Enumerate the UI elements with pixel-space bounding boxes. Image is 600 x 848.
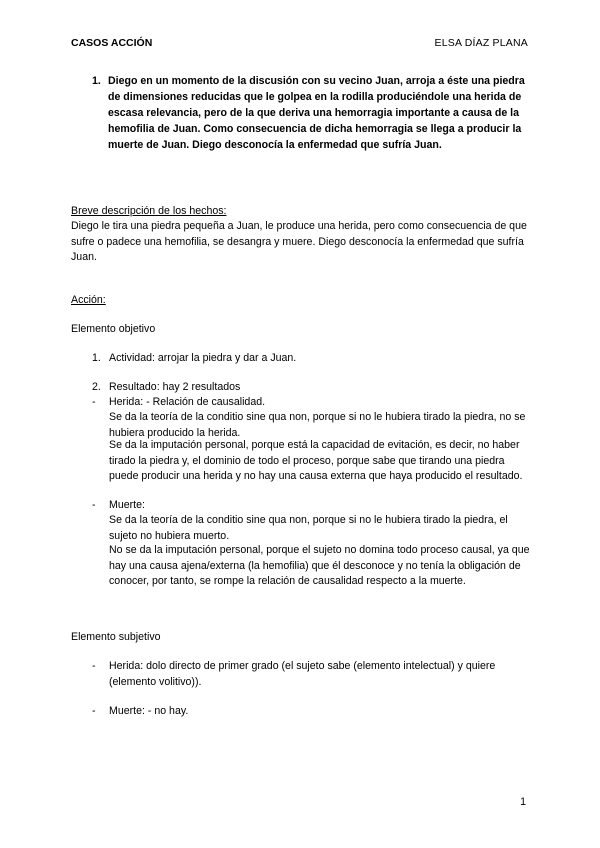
case-text: Diego en un momento de la discusión con su vecino Juan, arroja a éste una piedra de dimensiones reducidas que le golpea en la rodilla produciéndole una herida de escasa relevancia, pero de la que deriva una hemorragia importante a causa de la hemofilia de Juan. Como consecuencia de dicha hemorragia se llega a producir la muerte de Juan. Diego desconocía la enfermedad que sufría Juan. xyxy=(108,75,525,151)
case-number: 1. xyxy=(92,75,101,87)
brief-title: Breve descripción de los hechos: xyxy=(71,205,227,217)
muerte-heading: Muerte: xyxy=(109,499,145,511)
item-result: Resultado: hay 2 resultados xyxy=(109,381,241,393)
item-number-2: 2. xyxy=(92,381,101,393)
objective-title: Elemento objetivo xyxy=(71,323,156,335)
dash-subj-muerte: - xyxy=(92,705,96,717)
subjective-muerte: Muerte: - no hay. xyxy=(109,705,189,717)
item-number-1: 1. xyxy=(92,352,101,364)
case-statement xyxy=(92,73,532,153)
header-title: CASOS ACCIÓN xyxy=(71,37,153,49)
subjective-herida: Herida: dolo directo de primer grado (el sujeto sabe (elemento intelectual) y quiere (elemento volitivo)). xyxy=(109,660,496,688)
page-number: 1 xyxy=(520,796,526,808)
accion-title: Acción: xyxy=(71,294,106,306)
item-activity: Actividad: arrojar la piedra y dar a Juan. xyxy=(109,352,297,364)
muerte-paragraph-1: Se da la teoría de la conditio sine qua non, porque si no le hubiera tirado la piedra, el sujeto no hubiera muerto. xyxy=(109,514,508,542)
muerte-paragraph-2: No se da la imputación personal, porque el sujeto no domina todo proceso causal, ya que hay una causa ajena/externa (la hemofilia) que él desconoce y no tenía la obligación de conocer, por tanto, se rompe la relación de causalidad respecto a la muerte. xyxy=(109,544,530,587)
brief-text: Diego le tira una piedra pequeña a Juan, le produce una herida, pero como consecuencia de que sufre o padece una hemofilia, se desangra y muere. Diego desconocía la enfermedad que sufría Juan. xyxy=(71,220,527,263)
header-author: ELSA DÍAZ PLANA xyxy=(434,37,528,49)
herida-paragraph-2: Se da la imputación personal, porque está la capacidad de evitación, es decir, no haber tirado la piedra y, el dominio de todo el proceso, porque sabe que tirando una piedra puede producir una herida y no hay una causa externa que haya producido el resultado. xyxy=(109,439,523,482)
dash-muerte: - xyxy=(92,499,96,511)
herida-paragraph-1: Se da la teoría de la conditio sine qua non, porque si no le hubiera tirado la piedra, no se hubiera producido la herida. xyxy=(109,411,526,439)
subjective-title: Elemento subjetivo xyxy=(71,631,161,643)
dash-herida: - xyxy=(92,396,96,408)
herida-heading: Herida: - Relación de causalidad. xyxy=(109,396,266,408)
dash-subj-herida: - xyxy=(92,660,96,672)
